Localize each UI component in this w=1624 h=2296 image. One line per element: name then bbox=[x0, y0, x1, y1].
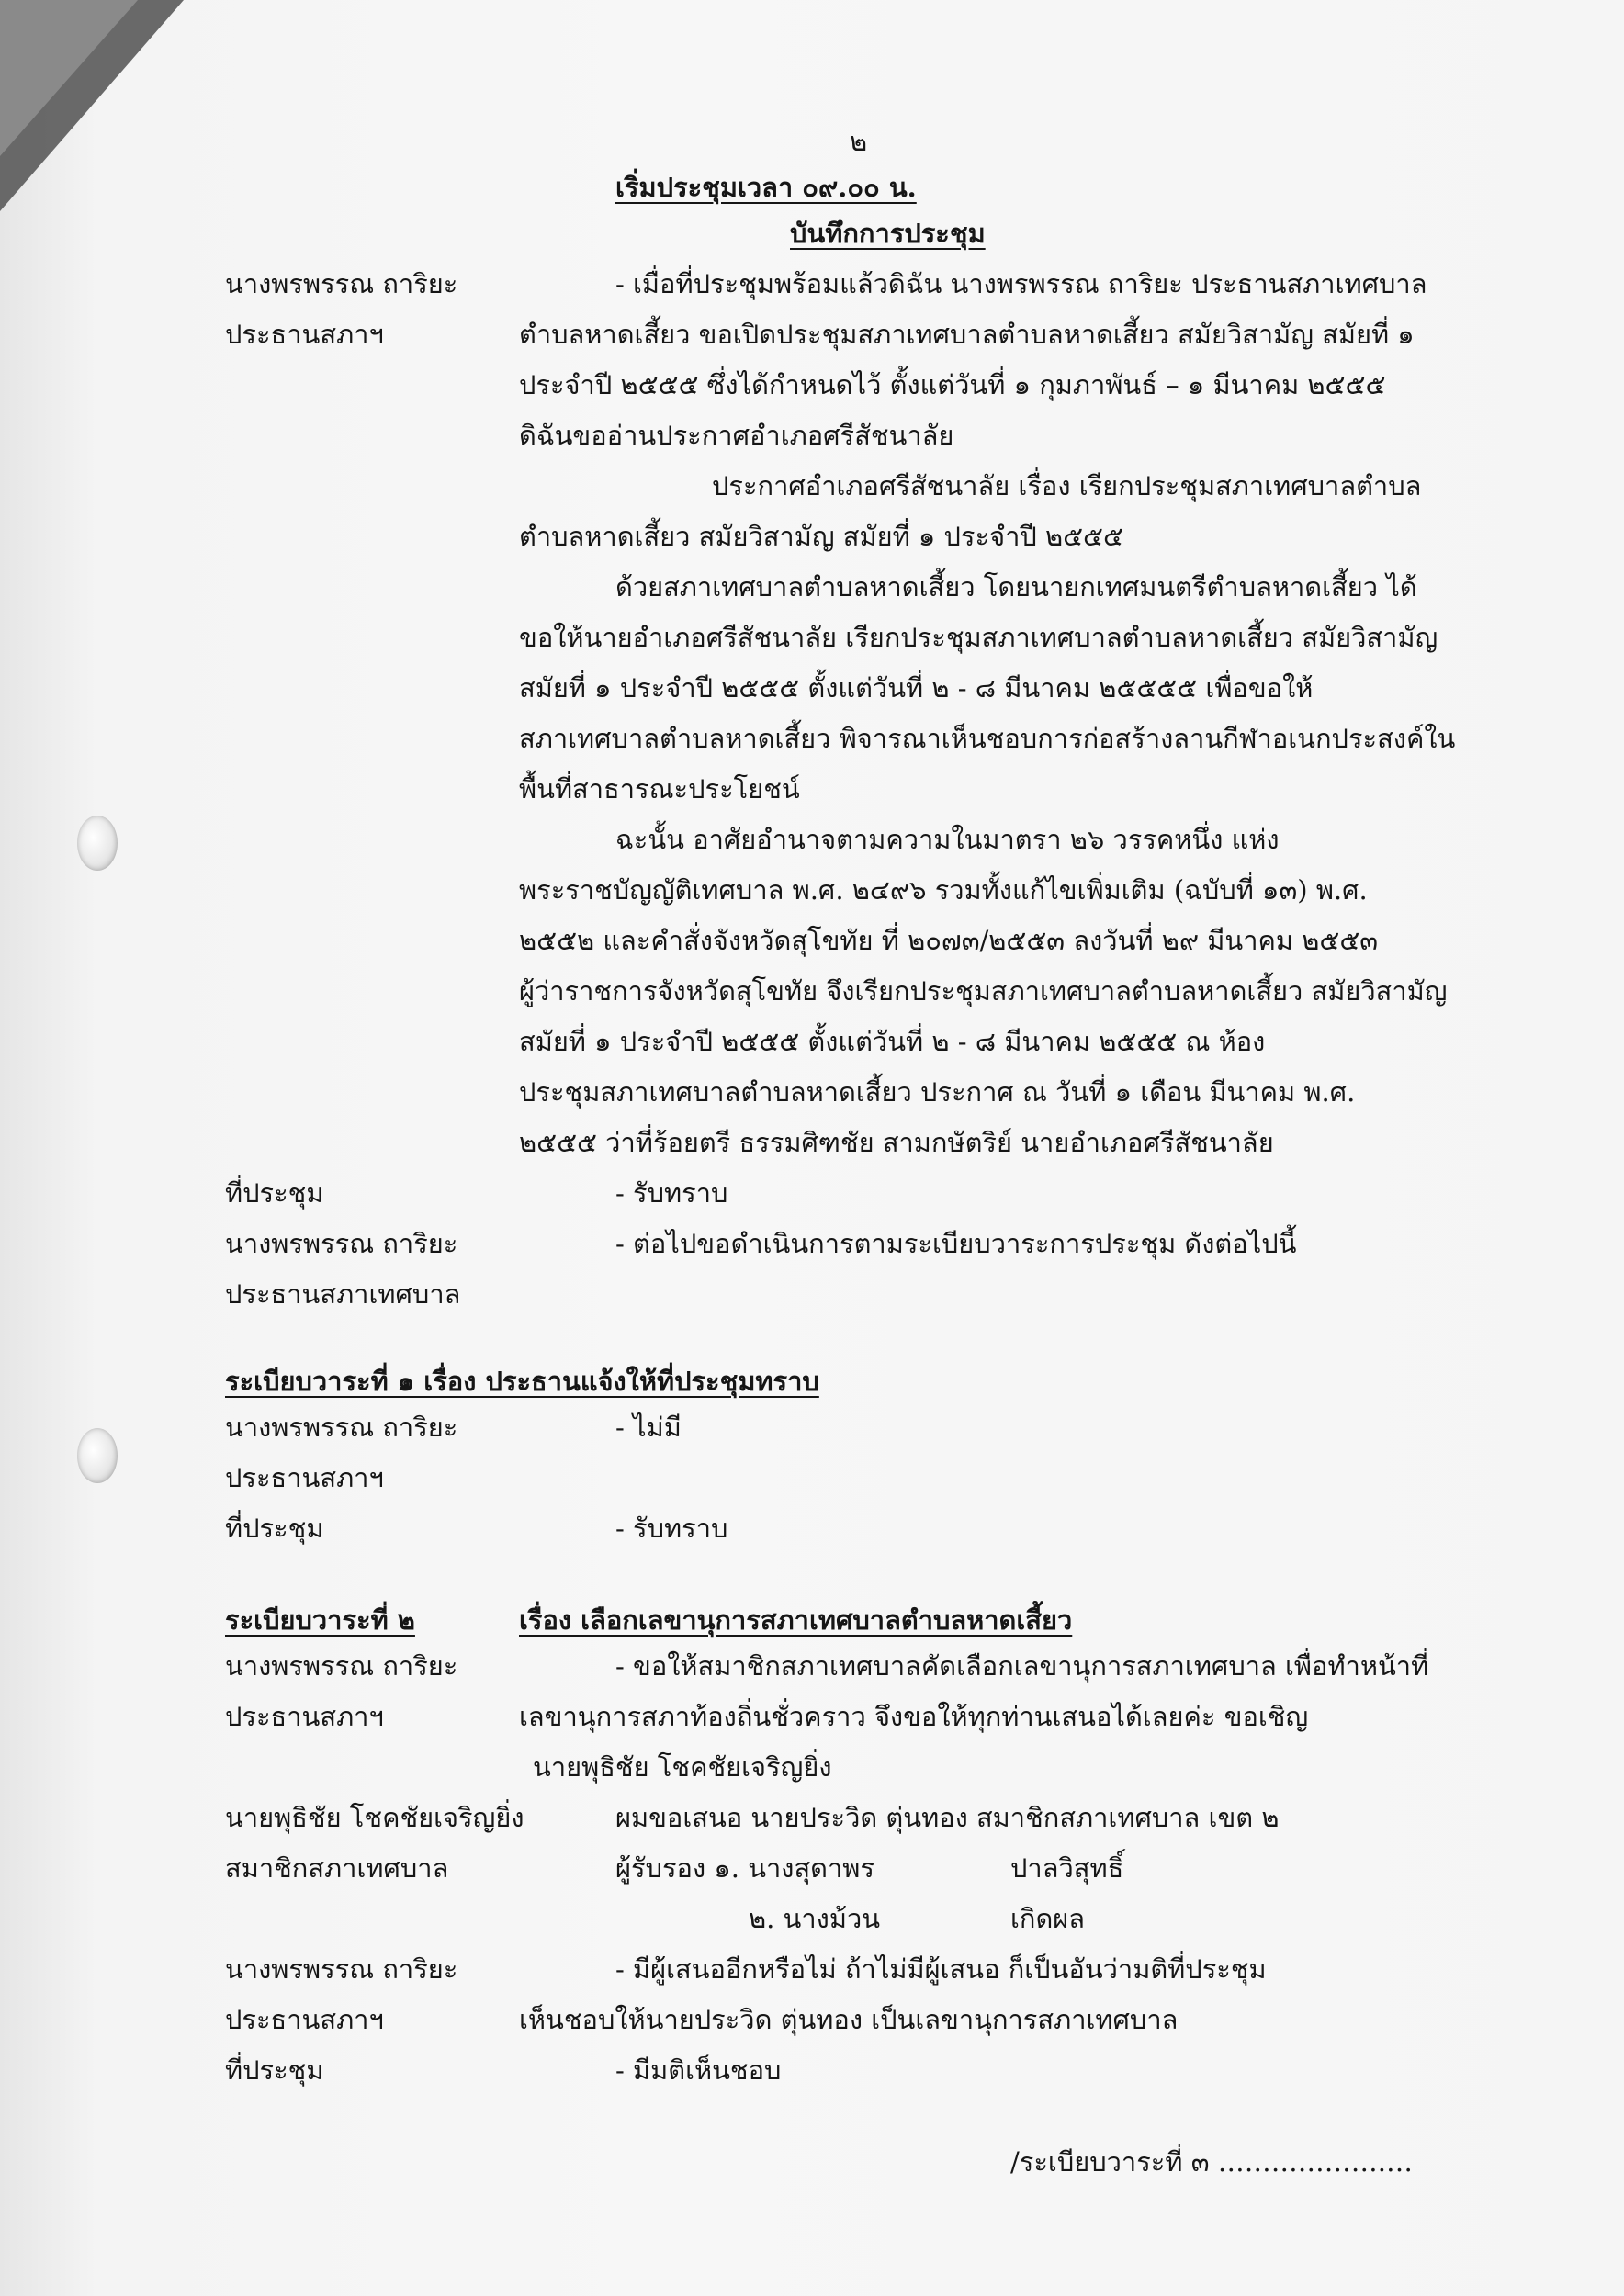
paragraph-line: เกิดผล bbox=[1010, 1903, 1086, 1934]
paragraph-line: ประชุมสภาเทศบาลตำบลหาดเสี้ยว ประกาศ ณ วันที่ ๑ เดือน มีนาคม พ.ศ. bbox=[519, 1076, 1356, 1108]
speaker-role: ประธานสภาฯ bbox=[225, 2004, 384, 2035]
paragraph-line: เลขานุการสภาท้องถิ่นชั่วคราว จึงขอให้ทุกท่านเสนอได้เลยค่ะ ขอเชิญ bbox=[519, 1701, 1309, 1732]
paragraph-line: ปาลวิสุทธิ์ bbox=[1010, 1852, 1124, 1884]
paragraph-line: ผู้รับรอง ๑. นางสุดาพร bbox=[615, 1852, 874, 1884]
agenda-2-subject: เรื่อง เลือกเลขานุการสภาเทศบาลตำบลหาดเสี้ยว bbox=[519, 1604, 1073, 1636]
paragraph-line: ขอให้นายอำเภอศรีสัชนาลัย เรียกประชุมสภาเทศบาลตำบลหาดเสี้ยว สมัยวิสามัญ bbox=[519, 622, 1438, 653]
paragraph-line: - รับทราบ bbox=[615, 1513, 728, 1544]
document-title: บันทึกการประชุม bbox=[790, 218, 986, 249]
paragraph-line: ฉะนั้น อาศัยอำนาจตามความในมาตรา ๒๖ วรรคหนึ่ง แห่ง bbox=[615, 824, 1280, 855]
paragraph-line: ผมขอเสนอ นายประวิด ตุ่นทอง สมาชิกสภาเทศบาล เขต ๒ bbox=[615, 1802, 1280, 1833]
speaker-name: ที่ประชุม bbox=[225, 2054, 324, 2086]
paragraph-line: ๒๕๕๕ ว่าที่ร้อยตรี ธรรมศิฑชัย สามกษัตริย์ นายอำเภอศรีสัชนาลัย bbox=[519, 1127, 1274, 1158]
paragraph-line: ดิฉันขออ่านประกาศอำเภอศรีสัชนาลัย bbox=[519, 420, 954, 451]
paragraph-line: ๒. นางม้วน bbox=[749, 1903, 881, 1934]
speaker-role: สมาชิกสภาเทศบาล bbox=[225, 1852, 449, 1884]
speaker-name: นางพรพรรณ ถาริยะ bbox=[225, 268, 458, 299]
agenda-1-heading: ระเบียบวาระที่ ๑ เรื่อง ประธานแจ้งให้ที่ประชุมทราบ bbox=[225, 1366, 819, 1397]
speaker-name: นางพรพรรณ ถาริยะ bbox=[225, 1228, 458, 1259]
paragraph-line: ตำบลหาดเสี้ยว ขอเปิดประชุมสภาเทศบาลตำบลหาดเสี้ยว สมัยวิสามัญ สมัยที่ ๑ bbox=[519, 319, 1415, 350]
speaker-name: นางพรพรรณ ถาริยะ bbox=[225, 1953, 458, 1985]
speaker-name: นางพรพรรณ ถาริยะ bbox=[225, 1412, 458, 1443]
paragraph-line: พื้นที่สาธารณะประโยชน์ bbox=[519, 773, 800, 805]
paragraph-line: - ไม่มี bbox=[615, 1412, 682, 1443]
speaker-role: ประธานสภาฯ bbox=[225, 319, 384, 350]
paragraph-line: นายพุธิชัย โชคชัยเจริญยิ่ง bbox=[533, 1751, 832, 1783]
speaker-name: นายพุธิชัย โชคชัยเจริญยิ่ง bbox=[225, 1802, 524, 1833]
paragraph-line: - ต่อไปขอดำเนินการตามระเบียบวาระการประชุม ดังต่อไปนี้ bbox=[615, 1228, 1297, 1259]
paragraph-line: ๒๕๕๒ และคำสั่งจังหวัดสุโขทัย ที่ ๒๐๗๓/๒๕๕๓ ลงวันที่ ๒๙ มีนาคม ๒๕๕๓ bbox=[519, 925, 1379, 956]
speaker-name: ที่ประชุม bbox=[225, 1177, 324, 1209]
paragraph-line: - ขอให้สมาชิกสภาเทศบาลคัดเลือกเลขานุการสภาเทศบาล เพื่อทำหน้าที่ bbox=[615, 1650, 1429, 1682]
speaker-role: ประธานสภาฯ bbox=[225, 1701, 384, 1732]
agenda-2-heading: ระเบียบวาระที่ ๒ bbox=[225, 1604, 415, 1636]
paragraph-line: ตำบลหาดเสี้ยว สมัยวิสามัญ สมัยที่ ๑ ประจำปี ๒๕๕๕ bbox=[519, 521, 1123, 552]
paragraph-line: สภาเทศบาลตำบลหาดเสี้ยว พิจารณาเห็นชอบการก่อสร้างลานกีฬาอเนกประสงค์ใน bbox=[519, 723, 1456, 754]
paragraph-line: - มีมติเห็นชอบ bbox=[615, 2054, 782, 2086]
paragraph-line: ประจำปี ๒๕๕๕ ซึ่งได้กำหนดไว้ ตั้งแต่วันที่ ๑ กุมภาพันธ์ – ๑ มีนาคม ๒๕๕๕ bbox=[519, 369, 1386, 400]
folded-corner-inner bbox=[0, 0, 138, 156]
paragraph-line: ด้วยสภาเทศบาลตำบลหาดเสี้ยว โดยนายกเทศมนตรีตำบลหาดเสี้ยว ได้ bbox=[615, 571, 1417, 602]
punch-hole-top bbox=[77, 816, 118, 871]
page-number: ๒ bbox=[850, 126, 868, 157]
punch-hole-bottom bbox=[77, 1428, 118, 1483]
start-time: เริ่มประชุมเวลา ๐๙.๐๐ น. bbox=[615, 172, 917, 203]
paragraph-line: ผู้ว่าราชการจังหวัดสุโขทัย จึงเรียกประชุมสภาเทศบาลตำบลหาดเสี้ยว สมัยวิสามัญ bbox=[519, 975, 1448, 1007]
paragraph-line: - รับทราบ bbox=[615, 1177, 728, 1209]
speaker-name: นางพรพรรณ ถาริยะ bbox=[225, 1650, 458, 1682]
paragraph-line: - เมื่อที่ประชุมพร้อมแล้วดิฉัน นางพรพรรณ ถาริยะ ประธานสภาเทศบาล bbox=[615, 268, 1427, 299]
speaker-role: ประธานสภาฯ bbox=[225, 1462, 384, 1493]
paragraph-line: สมัยที่ ๑ ประจำปี ๒๕๕๕ ตั้งแต่วันที่ ๒ - ๘ มีนาคม ๒๕๕๕ ณ ห้อง bbox=[519, 1026, 1266, 1057]
paragraph-line: สมัยที่ ๑ ประจำปี ๒๕๕๕ ตั้งแต่วันที่ ๒ - ๘ มีนาคม ๒๕๕๕๕ เพื่อขอให้ bbox=[519, 672, 1314, 703]
continuation-footer: /ระเบียบวาระที่ ๓ ……………….… bbox=[1010, 2146, 1413, 2178]
paragraph-line: ประกาศอำเภอศรีสัชนาลัย เรื่อง เรียกประชุมสภาเทศบาลตำบล bbox=[712, 470, 1422, 501]
paragraph-line: - มีผู้เสนออีกหรือไม่ ถ้าไม่มีผู้เสนอ ก็เป็นอันว่ามติที่ประชุม bbox=[615, 1953, 1267, 1985]
speaker-role: ประธานสภาเทศบาล bbox=[225, 1278, 461, 1310]
paragraph-line: พระราชบัญญัติเทศบาล พ.ศ. ๒๔๙๖ รวมทั้งแก้ไขเพิ่มเติม (ฉบับที่ ๑๓) พ.ศ. bbox=[519, 874, 1368, 906]
paragraph-line: เห็นชอบให้นายประวิด ตุ่นทอง เป็นเลขานุการสภาเทศบาล bbox=[519, 2004, 1179, 2035]
speaker-name: ที่ประชุม bbox=[225, 1513, 324, 1544]
